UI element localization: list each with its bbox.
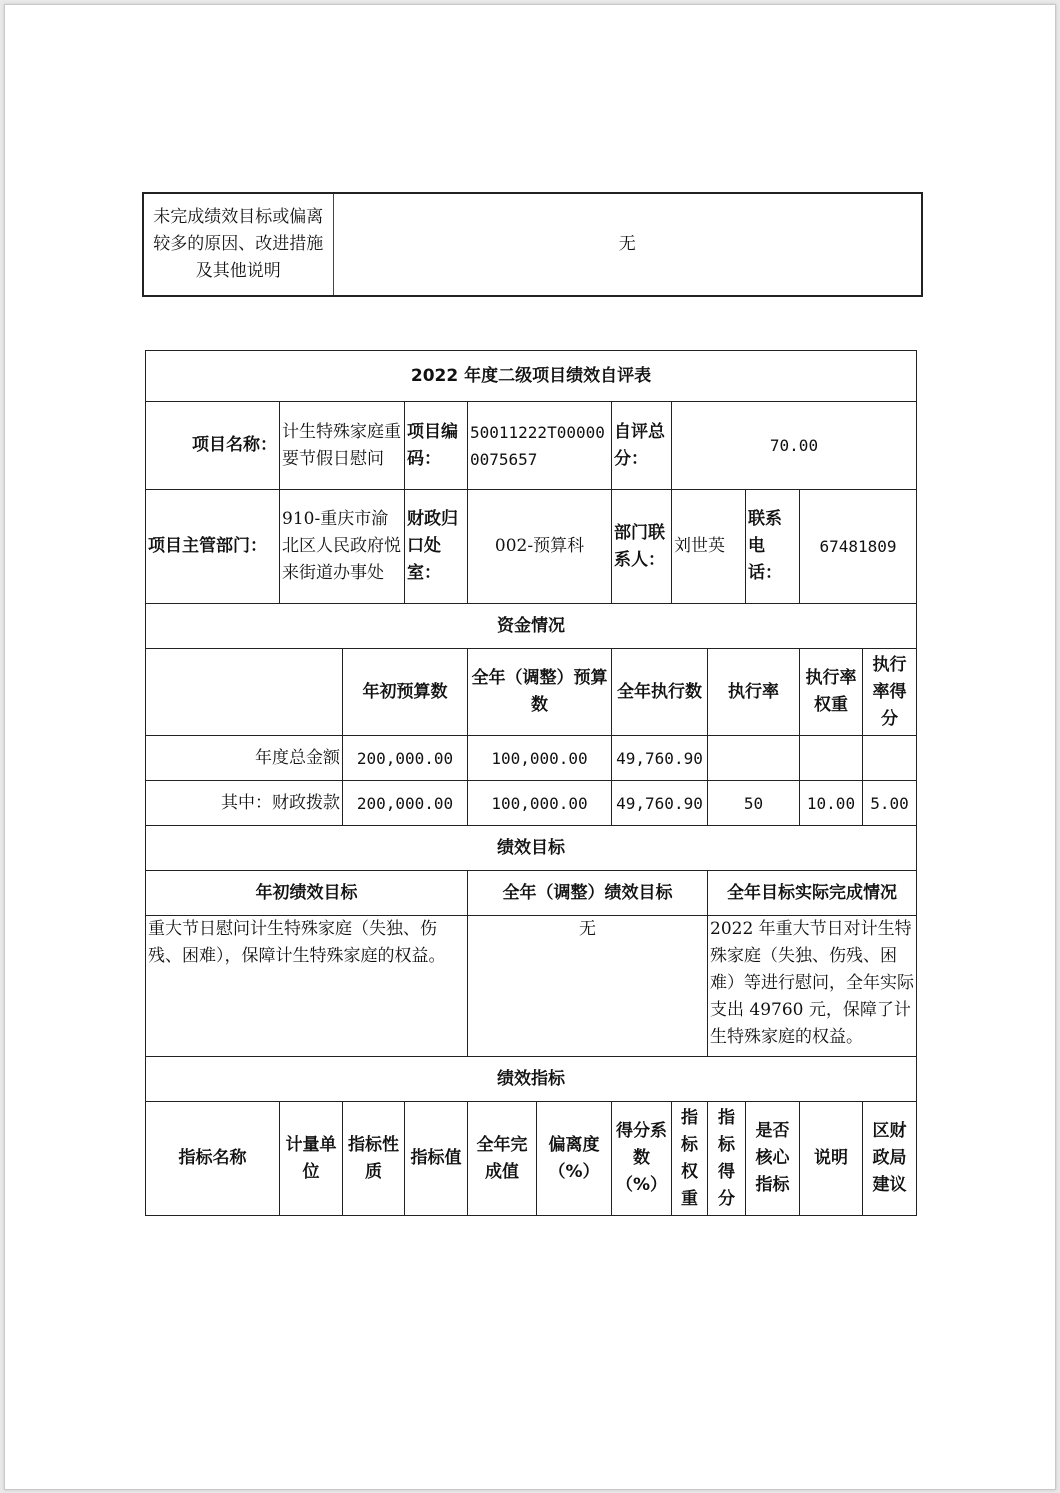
contact-value: 刘世英 xyxy=(672,490,746,604)
funds-row-score: 5.00 xyxy=(863,781,917,826)
indicator-header-coefficient: 得分系数（%） xyxy=(612,1102,672,1216)
phone-label: 联系电话： xyxy=(746,490,800,604)
project-code-label: 项目编码： xyxy=(405,402,468,490)
project-name-label: 项目名称： xyxy=(146,402,280,490)
funds-row-label: 其中：财政拨款 xyxy=(146,781,343,826)
reason-label: 未完成绩效目标或偏离较多的原因、改进措施及其他说明 xyxy=(143,193,333,296)
finance-office-value: 002-预算科 xyxy=(468,490,612,604)
funds-row-rate xyxy=(708,736,800,781)
indicator-header-nature: 指标性质 xyxy=(343,1102,405,1216)
indicator-header-deviation: 偏离度（%） xyxy=(537,1102,612,1216)
indicators-section-title: 绩效指标 xyxy=(146,1057,917,1102)
indicator-header-suggestion: 区财政局建议 xyxy=(863,1102,917,1216)
document-page xyxy=(4,4,1056,1490)
contact-label: 部门联系人： xyxy=(612,490,672,604)
goal-adjusted-text: 无 xyxy=(468,916,708,1057)
phone-value: 67481809 xyxy=(800,490,917,604)
funds-header-rate: 执行率 xyxy=(708,649,800,736)
self-score-label: 自评总分： xyxy=(612,402,672,490)
funds-row-budget: 200,000.00 xyxy=(343,736,468,781)
funds-row-label: 年度总金额 xyxy=(146,736,343,781)
indicator-header-score: 指标得分 xyxy=(708,1102,746,1216)
reason-table xyxy=(142,192,923,297)
goals-header-adjusted: 全年（调整）绩效目标 xyxy=(468,871,708,916)
indicator-header-weight: 指标权重 xyxy=(672,1102,708,1216)
funds-section-title: 资金情况 xyxy=(146,604,917,649)
funds-row xyxy=(146,736,917,781)
indicator-header-value: 指标值 xyxy=(405,1102,468,1216)
reason-value: 无 xyxy=(333,193,922,296)
funds-row-weight: 10.00 xyxy=(800,781,863,826)
funds-header-executed: 全年执行数 xyxy=(612,649,708,736)
indicator-header-completed: 全年完成值 xyxy=(468,1102,537,1216)
funds-row xyxy=(146,781,917,826)
indicator-header-name: 指标名称 xyxy=(146,1102,280,1216)
project-code-value: 50011222T000000075657 xyxy=(468,402,612,490)
funds-row-adjusted: 100,000.00 xyxy=(468,781,612,826)
goal-actual-text: 2022 年重大节日对计生特殊家庭（失独、伤残、困难）等进行慰问，全年实际支出 49760 元，保障了计生特殊家庭的权益。 xyxy=(708,916,917,1057)
self-score-value: 70.00 xyxy=(672,402,917,490)
dept-label: 项目主管部门： xyxy=(146,490,280,604)
funds-header-budget: 年初预算数 xyxy=(343,649,468,736)
funds-row-adjusted: 100,000.00 xyxy=(468,736,612,781)
funds-header-adjusted: 全年（调整）预算数 xyxy=(468,649,612,736)
indicator-header-note: 说明 xyxy=(800,1102,863,1216)
funds-row-executed: 49,760.90 xyxy=(612,736,708,781)
funds-row-budget: 200,000.00 xyxy=(343,781,468,826)
dept-value: 910-重庆市渝北区人民政府悦来街道办事处 xyxy=(280,490,405,604)
funds-header-blank xyxy=(146,649,343,736)
goals-header-actual: 全年目标实际完成情况 xyxy=(708,871,917,916)
evaluation-table xyxy=(145,350,917,1216)
funds-header-score: 执行率得分 xyxy=(863,649,917,736)
goal-initial-text: 重大节日慰问计生特殊家庭（失独、伤残、困难），保障计生特殊家庭的权益。 xyxy=(146,916,468,1057)
table-title: 2022 年度二级项目绩效自评表 xyxy=(146,351,917,402)
funds-row-weight xyxy=(800,736,863,781)
indicator-header-core: 是否核心指标 xyxy=(746,1102,800,1216)
goals-section-title: 绩效目标 xyxy=(146,826,917,871)
funds-header-weight: 执行率权重 xyxy=(800,649,863,736)
indicator-header-unit: 计量单位 xyxy=(280,1102,343,1216)
goals-header-initial: 年初绩效目标 xyxy=(146,871,468,916)
project-name-value: 计生特殊家庭重要节假日慰问 xyxy=(280,402,405,490)
funds-row-executed: 49,760.90 xyxy=(612,781,708,826)
funds-row-rate: 50 xyxy=(708,781,800,826)
funds-row-score xyxy=(863,736,917,781)
finance-office-label: 财政归口处室： xyxy=(405,490,468,604)
